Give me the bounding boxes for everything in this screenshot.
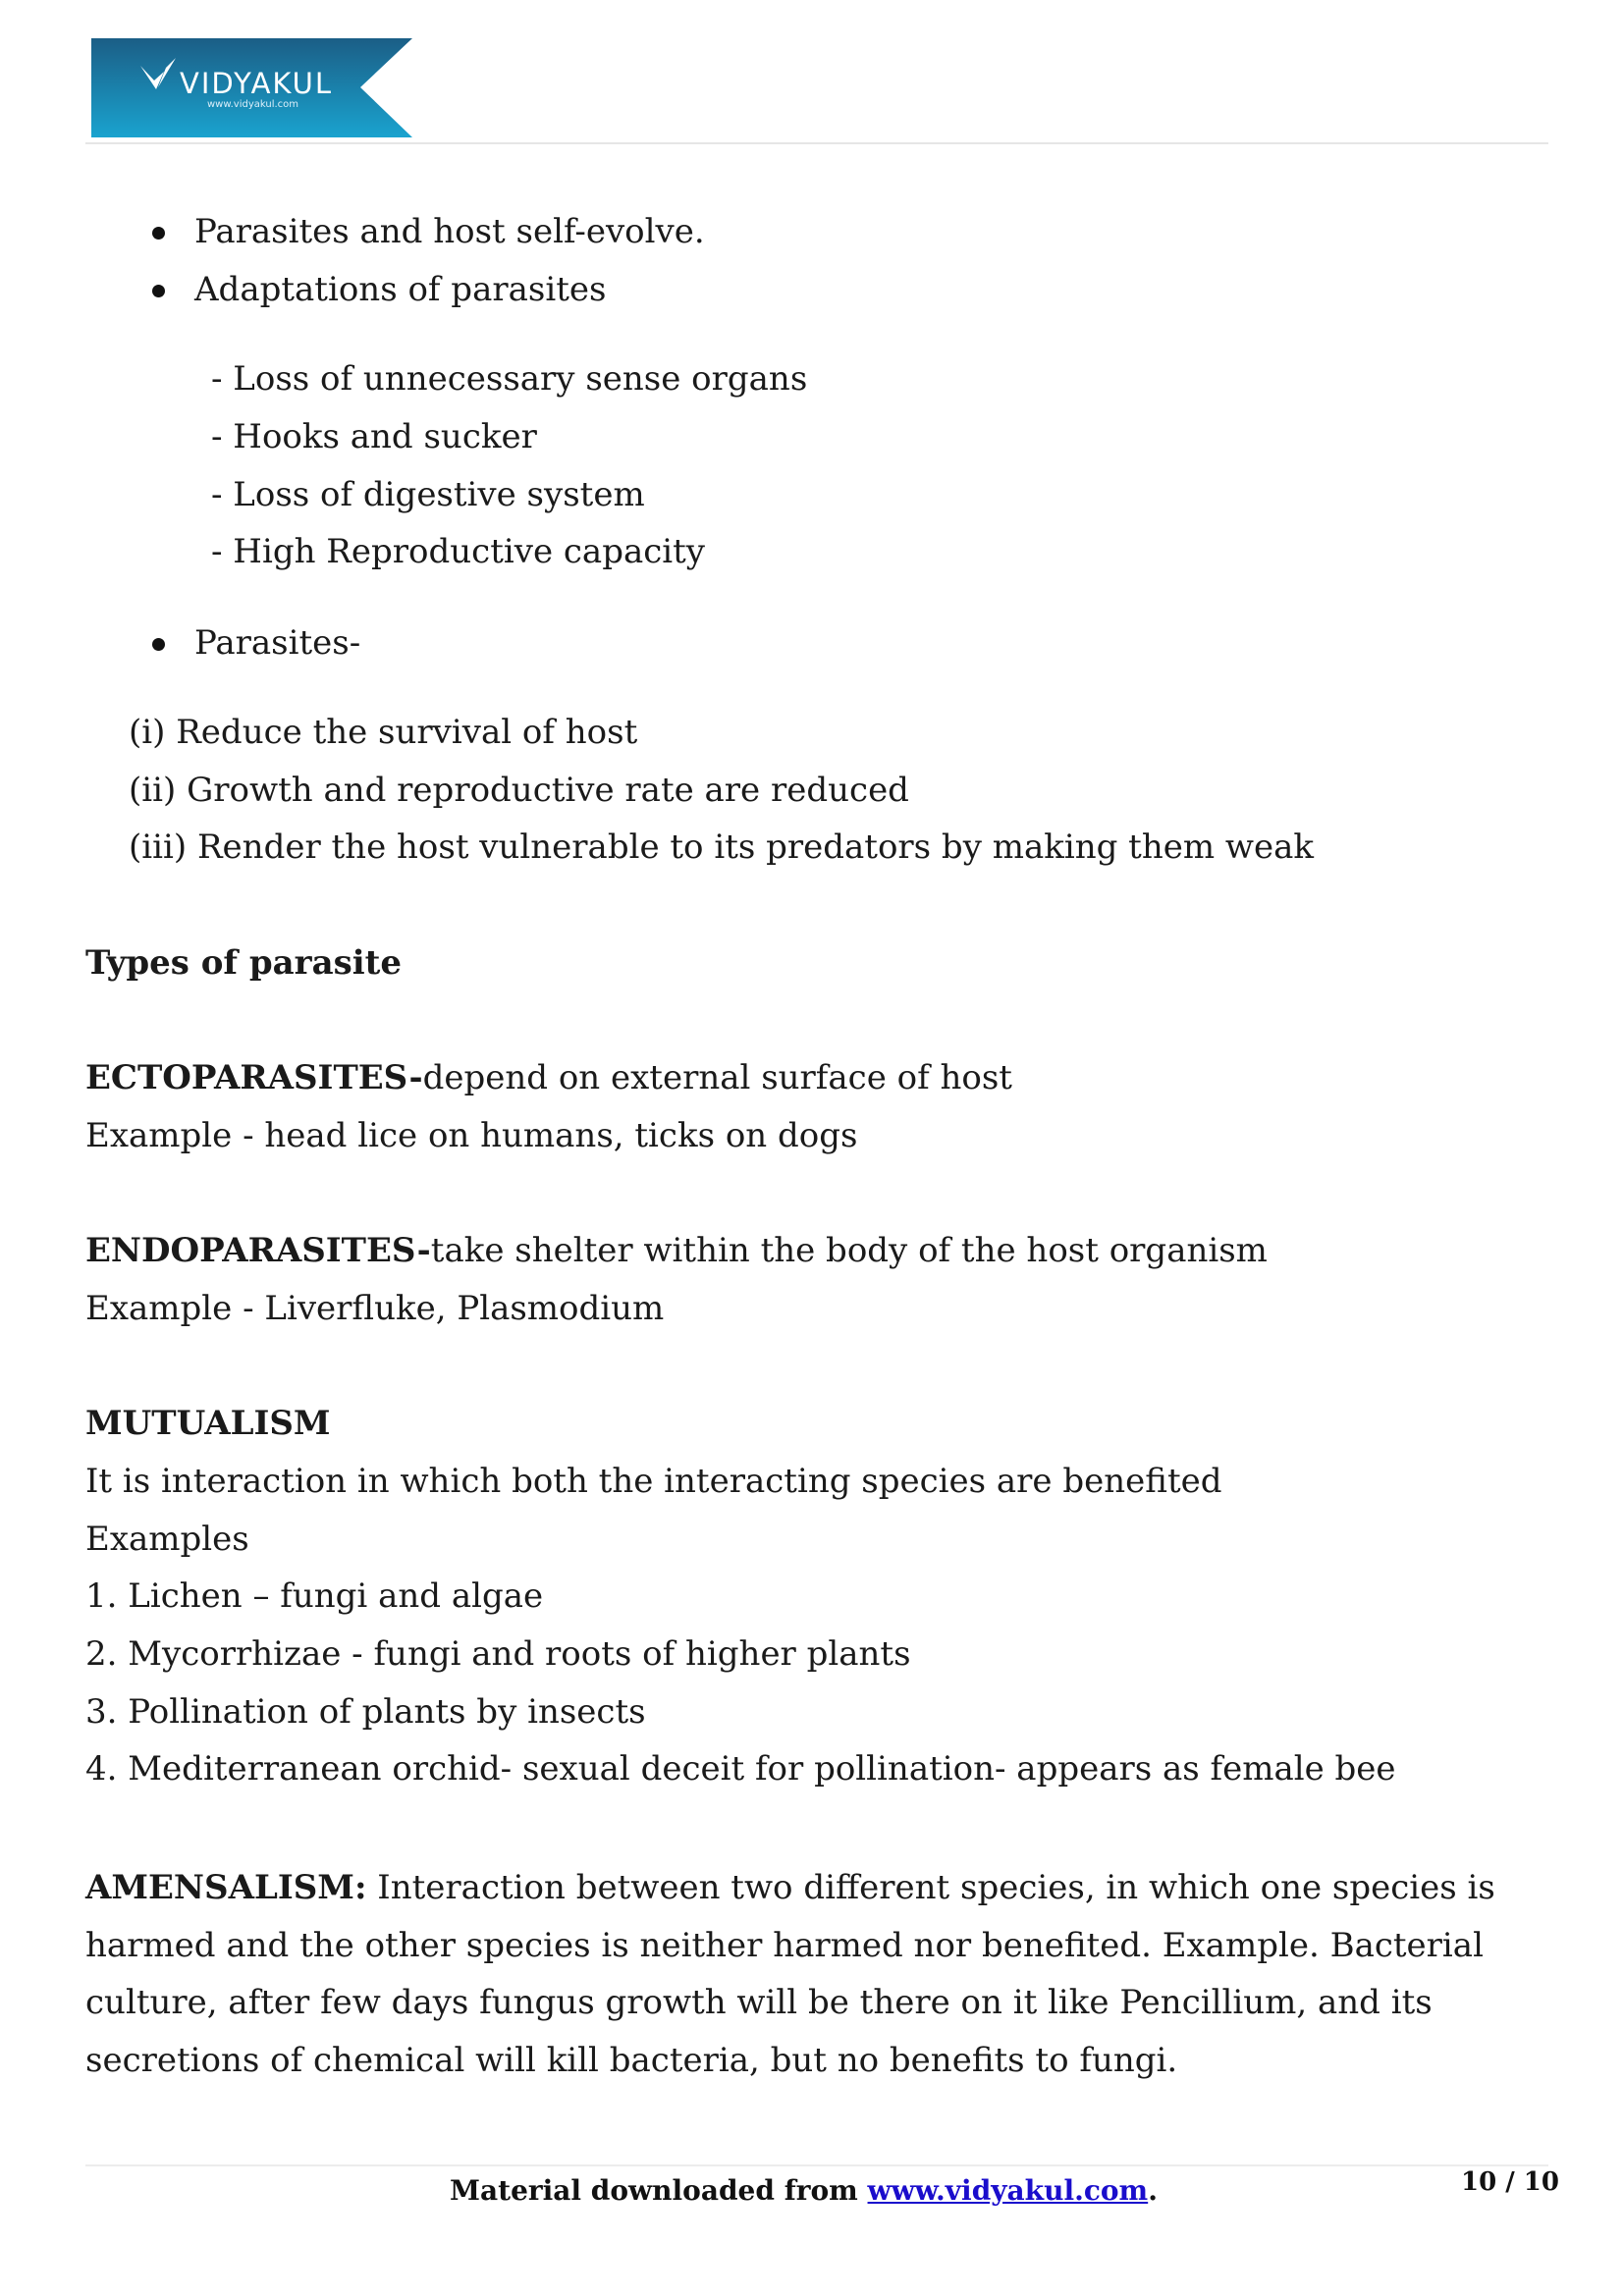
footer-divider [85, 2164, 1548, 2166]
footer-note [450, 2174, 1158, 2207]
logo-url-text: www.vidyakul.com [207, 99, 299, 110]
mutualism-example: 2. Mycorrhizae - fungi and roots of higher plants [85, 1634, 911, 1674]
mutualism-heading: MUTUALISM [85, 1404, 331, 1443]
mutualism-examples-label: Examples [85, 1520, 249, 1559]
amensalism-term: AMENSALISM: [85, 1868, 367, 1907]
mutualism-example: 1. Lichen – fungi and algae [85, 1576, 544, 1616]
page-number: 10 / 10 [1461, 2167, 1559, 2197]
effect-item: (i) Reduce the survival of host [129, 713, 638, 752]
mutualism-example: 3. Pollination of plants by insects [85, 1692, 646, 1732]
amensalism-text: Interaction between two different species, in which one species is harmed and the other species is neither harmed nor benefited. Example. Bacterial culture, after few days fungus growth will be there on it like Pencillium, and its secretions of chemical will kill bacteria, but no benefits to fungi. [85, 1868, 1495, 2080]
bullet-dot [152, 285, 165, 297]
ectoparasites-text: depend on external surface of host [422, 1058, 1012, 1097]
bullet-item: Parasites and host self-evolve. [194, 212, 705, 251]
adaptation-item: - Loss of digestive system [211, 475, 645, 514]
endoparasites-text: take shelter within the body of the host organism [430, 1231, 1268, 1270]
vidyakul-logo[interactable] [91, 38, 412, 137]
header-divider [85, 142, 1548, 144]
footer-link[interactable]: www.vidyakul.com [867, 2174, 1149, 2207]
ectoparasites-example: Example - head lice on humans, ticks on dogs [85, 1116, 858, 1155]
effect-item: (ii) Growth and reproductive rate are reduced [129, 771, 909, 810]
mutualism-definition: It is interaction in which both the interacting species are benefited [85, 1462, 1222, 1501]
mutualism-example: 4. Mediterranean orchid- sexual deceit for pollination- appears as female bee [85, 1749, 1396, 1789]
section-heading-types: Types of parasite [85, 943, 402, 983]
ectoparasites-definition [85, 1058, 1012, 1097]
adaptation-item: - High Reproductive capacity [211, 532, 706, 571]
adaptation-item: - Hooks and sucker [211, 417, 537, 456]
bullet-item: Adaptations of parasites [194, 270, 607, 309]
bullet-dot [152, 638, 165, 651]
endoparasites-example: Example - Liverfluke, Plasmodium [85, 1289, 665, 1328]
adaptation-item: - Loss of unnecessary sense organs [211, 359, 808, 399]
footer-suffix: . [1148, 2174, 1158, 2207]
amensalism-paragraph [85, 1859, 1548, 2089]
endoparasites-term: ENDOPARASITES- [85, 1231, 431, 1270]
bullet-item: Parasites- [194, 623, 361, 663]
logo-brand-text: VIDYAKUL [180, 67, 334, 100]
endoparasites-definition [85, 1231, 1268, 1270]
bullet-dot [152, 227, 165, 240]
effect-item: (iii) Render the host vulnerable to its predators by making them weak [129, 828, 1314, 867]
ectoparasites-term: ECTOPARASITES- [85, 1058, 423, 1097]
footer-prefix: Material downloaded from [450, 2174, 868, 2207]
